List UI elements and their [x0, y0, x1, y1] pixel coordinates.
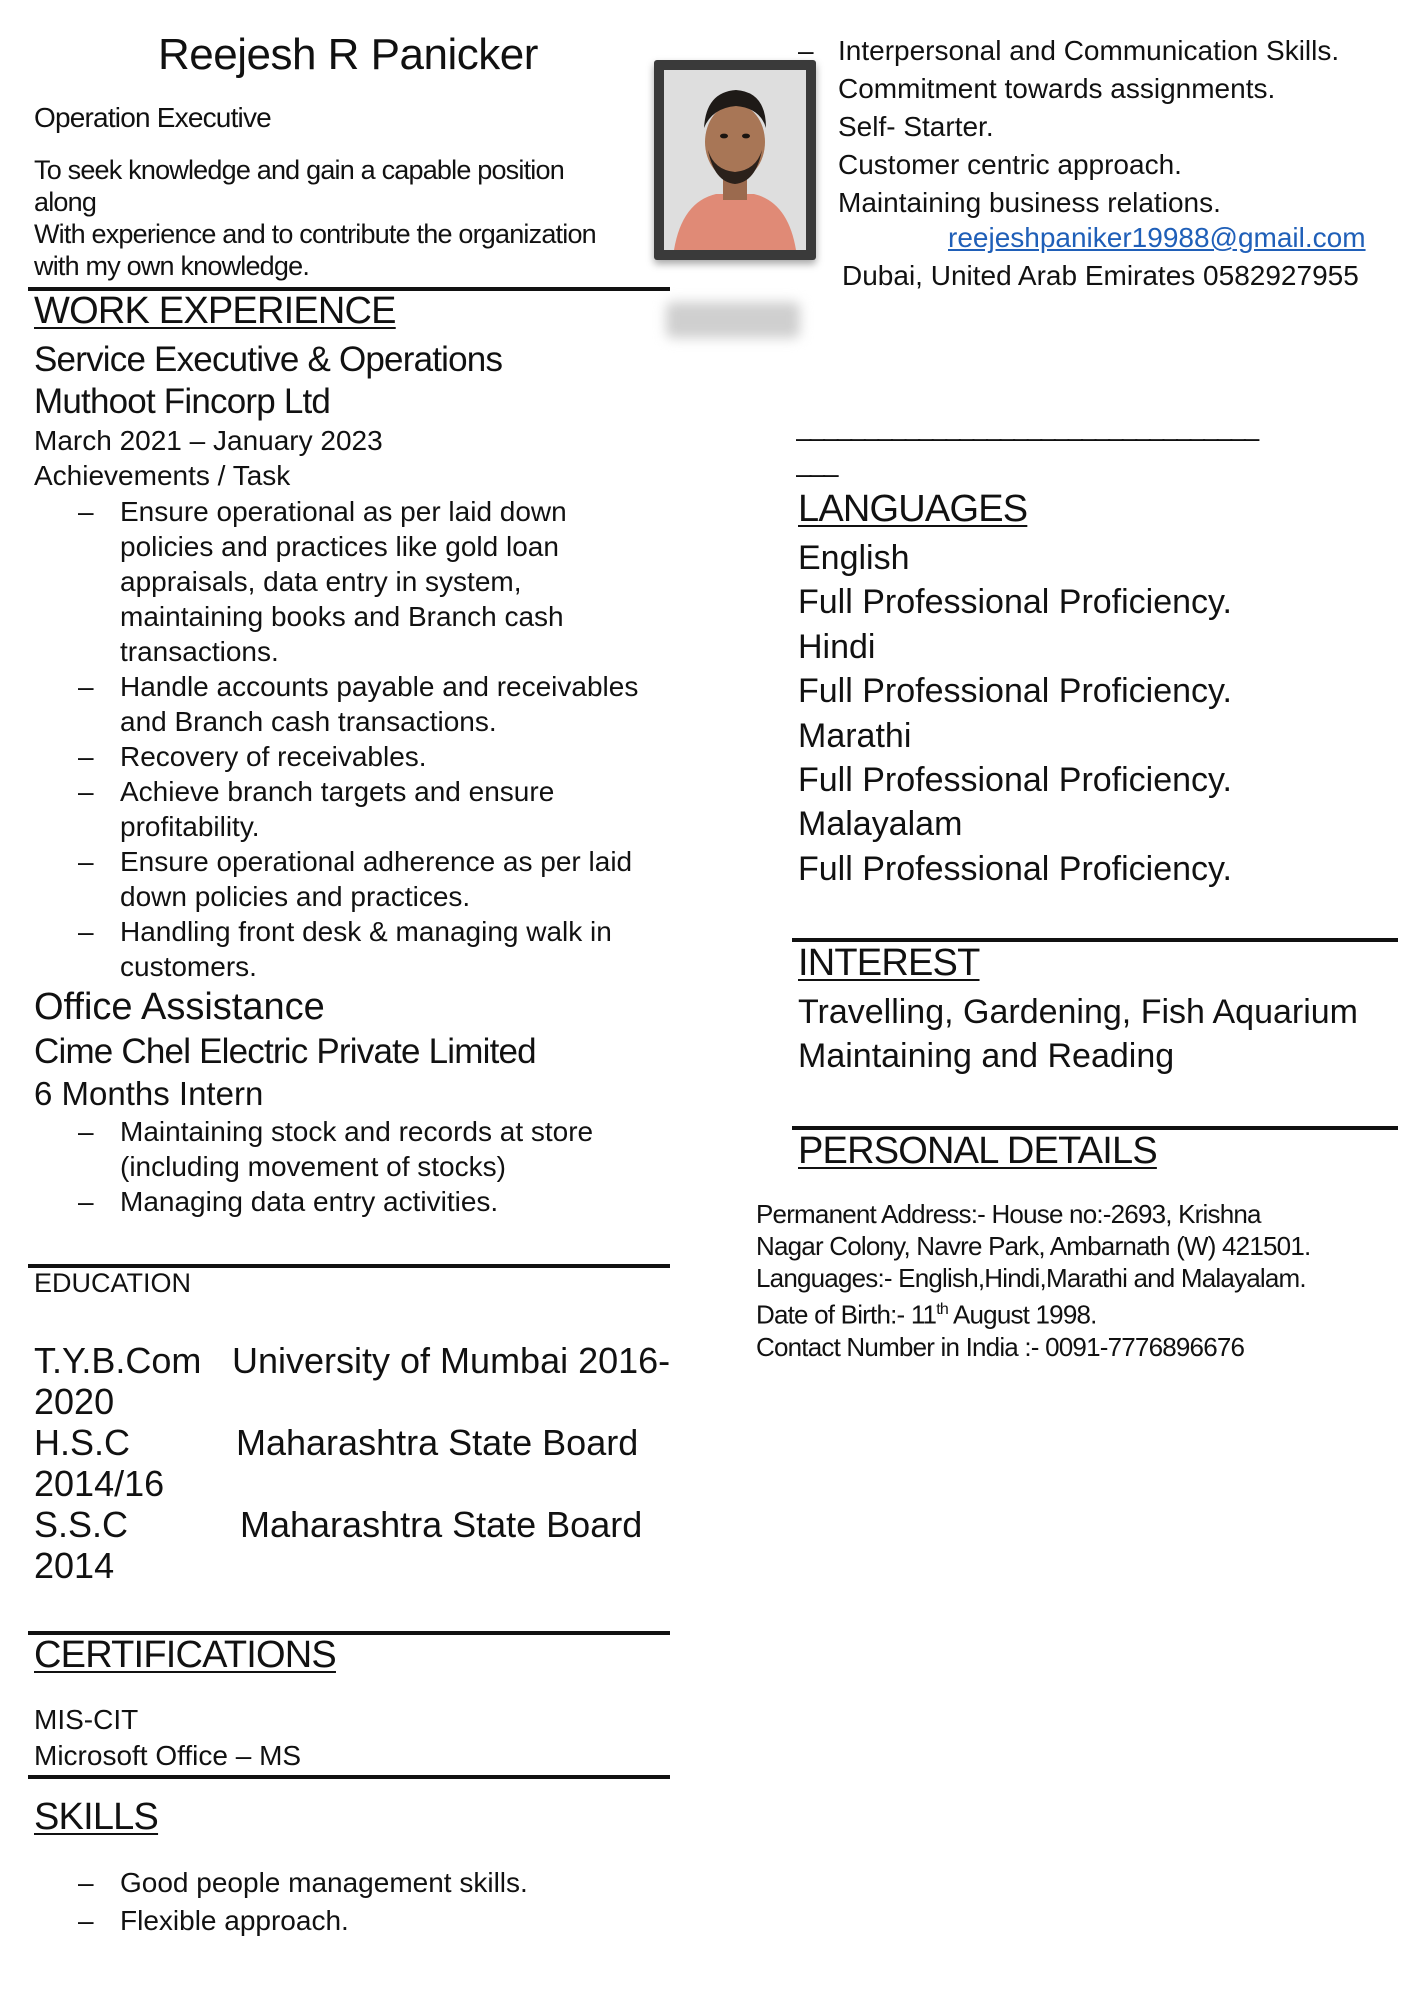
language-level: Full Professional Proficiency.: [798, 849, 1232, 888]
job1-company: Muthoot Fincorp Ltd: [34, 382, 331, 421]
degree: H.S.C: [34, 1422, 131, 1463]
list-item: – Good people management skills.: [78, 1867, 528, 1898]
location-phone: Dubai, United Arab Emirates 0582927955: [842, 260, 1359, 291]
list-item: – Recovery of receivables.: [78, 741, 427, 772]
language-level: Full Professional Proficiency.: [798, 672, 1232, 711]
work-experience-heading: WORK EXPERIENCE: [34, 290, 396, 332]
education-row: [34, 1504, 674, 1586]
list-item: – Maintaining stock and records at store (including movement of stocks): [78, 1116, 594, 1182]
phone-line: Contact Number in India :- 0091-7776896676: [756, 1331, 1245, 1362]
languages-line: Languages:- English,Hindi,Marathi and Malayalam.: [756, 1263, 1306, 1293]
dob-line: Date of Birth:- 11th August 1998.: [756, 1299, 1097, 1330]
job1-dates: March 2021 – January 2023: [34, 425, 383, 456]
address-line: Nagar Colony, Navre Park, Ambarnath (W) 421501.: [756, 1231, 1311, 1261]
education-list: [34, 1340, 674, 1586]
skills-list-continued: [756, 32, 1396, 222]
board: Maharashtra State Board: [240, 1504, 643, 1545]
candidate-name: Reejesh R Panicker: [158, 30, 538, 79]
language-name: English: [798, 539, 910, 577]
list-item: Customer centric approach.: [838, 149, 1182, 180]
job1-subheading: Achievements / Task: [34, 460, 291, 491]
redacted-block: [666, 302, 800, 338]
education-row: [34, 1422, 674, 1504]
languages-list: [798, 536, 1232, 891]
board: University of Mumbai 2016-: [232, 1340, 671, 1381]
list-item: MIS-CIT: [34, 1704, 139, 1735]
list-item: – Achieve branch targets and ensure profitability.: [78, 776, 555, 842]
language-name: Malayalam: [798, 805, 963, 844]
interest-line: Maintaining and Reading: [798, 1037, 1175, 1075]
skills-heading: SKILLS: [34, 1796, 159, 1838]
list-item: – Ensure operational adherence as per laid down policies and practices.: [78, 846, 633, 912]
section-divider: [28, 1775, 670, 1779]
list-item: – Interpersonal and Communication Skills.: [798, 35, 1340, 66]
job-title: Operation Executive: [34, 102, 271, 133]
list-item: Maintaining business relations.: [838, 187, 1221, 218]
board: Maharashtra State Board: [236, 1422, 639, 1463]
dash-divider: –––––––––––––––––––––––––––––––––– –––: [796, 422, 1258, 489]
skills-list: [34, 1864, 674, 1940]
interest-heading: INTEREST: [798, 942, 980, 984]
list-item: – Ensure operational as per laid down policies and practices like gold loan appraisals, data entry in system, maintaining books and Branch cash transactions.: [78, 496, 567, 667]
list-item: – Handle accounts payable and receivables and Branch cash transactions.: [78, 671, 639, 737]
language-name: Marathi: [798, 716, 912, 755]
interest-line: Travelling, Gardening, Fish Aquarium: [798, 993, 1359, 1031]
language-level: Full Professional Proficiency.: [798, 761, 1232, 800]
job1-role: Service Executive & Operations: [34, 340, 503, 379]
job2-duration: 6 Months Intern: [34, 1075, 264, 1112]
languages-heading: LANGUAGES: [798, 488, 1028, 530]
job2-company: Cime Chel Electric Private Limited: [34, 1032, 536, 1071]
list-item: – Handling front desk & managing walk in customers.: [78, 916, 612, 982]
degree: T.Y.B.Com: [34, 1340, 202, 1381]
objective-line: To seek knowledge and gain a capable position: [34, 155, 564, 185]
language-name: Hindi: [798, 627, 876, 666]
education-row: [34, 1340, 674, 1422]
objective-line: along: [34, 187, 97, 217]
certifications-list: [34, 1702, 301, 1774]
language-level: Full Professional Proficiency.: [798, 583, 1232, 622]
email-link[interactable]: reejeshpaniker19988@gmail.com: [948, 222, 1366, 253]
education-heading: EDUCATION: [34, 1268, 192, 1298]
job1-task-list: [34, 494, 674, 984]
personal-details-heading: PERSONAL DETAILS: [798, 1130, 1157, 1172]
list-item: Self- Starter.: [838, 111, 994, 142]
objective-line: with my own knowledge.: [34, 251, 310, 281]
objective-line: With experience and to contribute the organization: [34, 219, 596, 249]
year: 2014: [34, 1545, 115, 1586]
list-item: – Managing data entry activities.: [78, 1186, 499, 1217]
certifications-heading: CERTIFICATIONS: [34, 1634, 336, 1676]
list-item: – Flexible approach.: [78, 1905, 349, 1936]
year: 2014/16: [34, 1463, 165, 1504]
objective: [34, 154, 654, 282]
personal-details: [756, 1198, 1396, 1363]
degree: S.S.C: [34, 1504, 129, 1545]
interest-list: [798, 990, 1358, 1078]
job2-task-list: [34, 1114, 674, 1219]
job2-role: Office Assistance: [34, 986, 325, 1028]
list-item: Microsoft Office – MS: [34, 1740, 302, 1771]
address-line: Permanent Address:- House no:-2693, Krishna: [756, 1199, 1261, 1229]
year: 2020: [34, 1381, 115, 1422]
list-item: Commitment towards assignments.: [838, 73, 1276, 104]
